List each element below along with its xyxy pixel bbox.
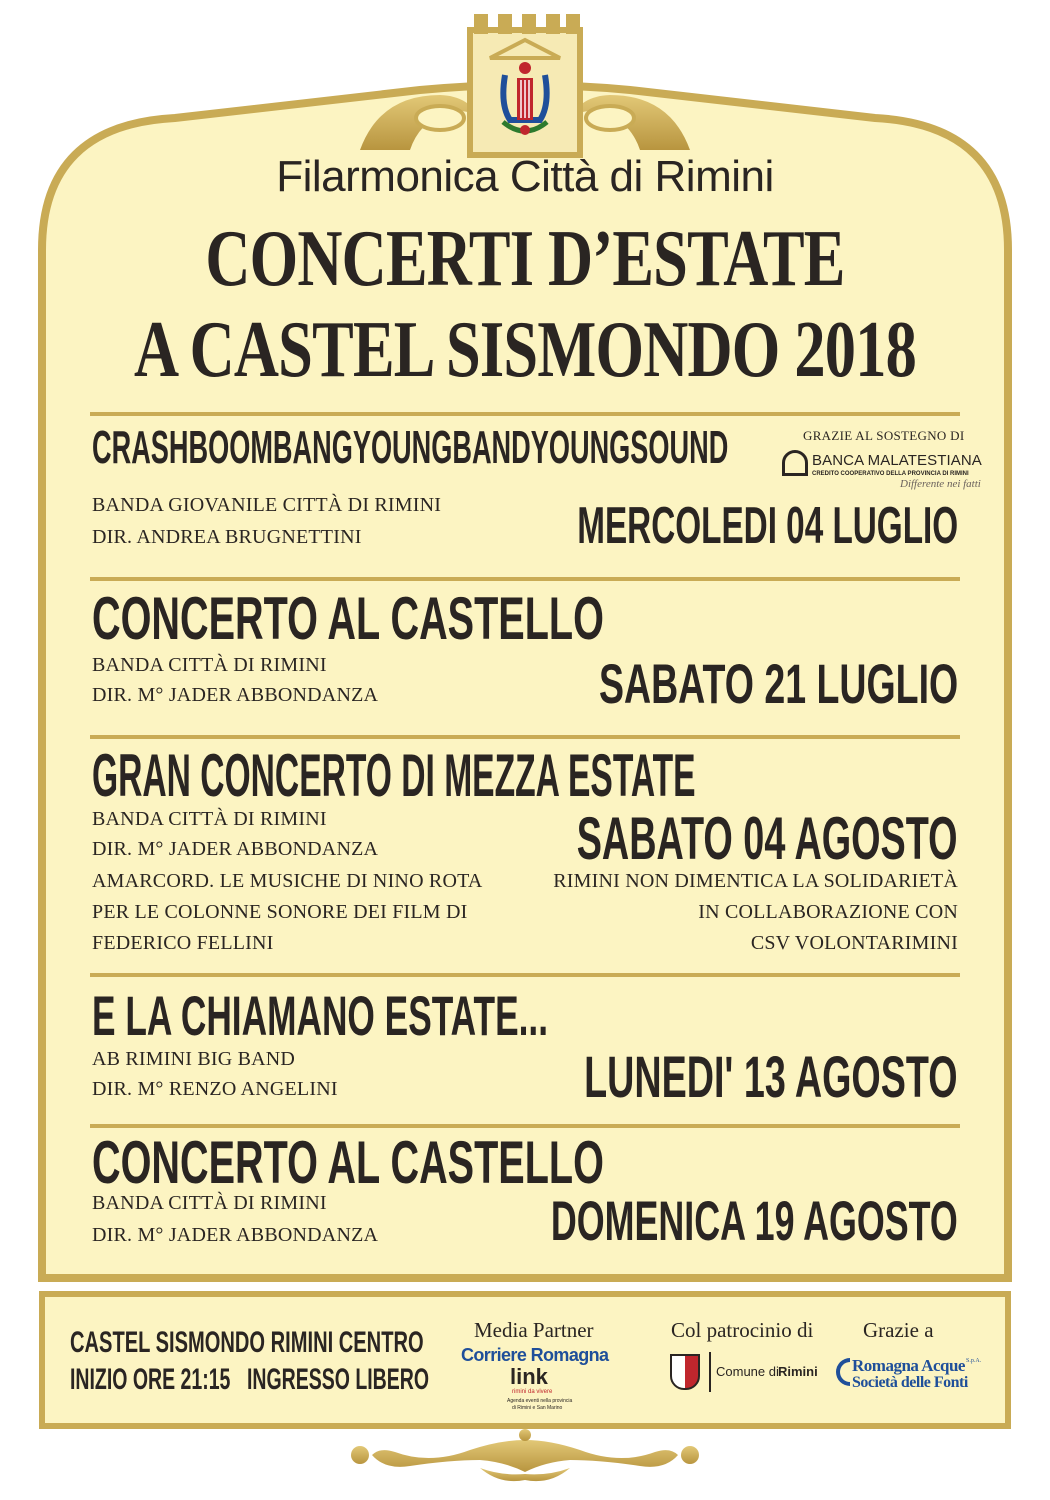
comune-divider [709, 1352, 711, 1392]
event-1-date: MERCOLEDI 04 LUGLIO [577, 497, 958, 555]
title-line-1: CONCERTI D’ESTATE [205, 215, 845, 303]
title-line-2: A CASTEL SISMONDO 2018 [133, 306, 917, 394]
thanks-label: Grazie a [863, 1318, 934, 1342]
event-3-line-1: BANDA CITTÀ DI RIMINI [92, 808, 327, 830]
patronage-label: Col patrocinio di [671, 1318, 814, 1342]
event-5-title: CONCERTO AL CASTELLO [92, 1129, 604, 1196]
sponsor-name: BANCA MALATESTIANA [812, 452, 982, 469]
event-3-right-line-3: CSV VOLONTARIMINI [750, 932, 958, 954]
comune-city: Rimini [778, 1364, 818, 1379]
event-1-line-2: DIR. ANDREA BRUGNETTINI [92, 526, 362, 548]
divider [90, 577, 960, 581]
corriere-romagna-logo: Corriere Romagna [461, 1345, 609, 1365]
event-2-date: SABATO 21 LUGLIO [598, 652, 958, 715]
footer-venue: CASTEL SISMONDO RIMINI CENTRO [70, 1326, 424, 1359]
divider [90, 973, 960, 977]
romagna-acque-subtitle: Società delle Fonti [852, 1374, 968, 1391]
event-4-line-1: AB RIMINI BIG BAND [92, 1048, 296, 1070]
event-5-line-1: BANDA CITTÀ DI RIMINI [92, 1192, 327, 1214]
comune-prefix: Comune di [716, 1364, 779, 1379]
event-4-title: E LA CHIAMANO ESTATE... [92, 984, 549, 1047]
link-description-2: di Rimini e San Marino [512, 1405, 563, 1411]
bottom-ornament [351, 1429, 699, 1481]
footer-start-time: INIZIO ORE 21:15 [70, 1363, 231, 1396]
media-partner-label: Media Partner [474, 1318, 594, 1342]
event-3-line-5: FEDERICO FELLINI [92, 932, 274, 954]
comune-crest-icon [670, 1354, 700, 1390]
event-2-line-2: DIR. M° JADER ABBONDANZA [92, 684, 379, 706]
event-5-line-2: DIR. M° JADER ABBONDANZA [92, 1224, 379, 1246]
event-1-title: CRASHBOOMBANGYOUNGBANDYOUNGSOUND [92, 421, 729, 473]
romagna-acque-suffix: S.p.A. [966, 1358, 982, 1364]
sponsor-caption: GRAZIE AL SOSTEGNO DI [803, 428, 965, 443]
divider [90, 412, 960, 416]
event-3-date: SABATO 04 AGOSTO [577, 805, 958, 872]
event-2-title: CONCERTO AL CASTELLO [92, 585, 604, 652]
event-5-date: DOMENICA 19 AGOSTO [551, 1189, 958, 1252]
event-3-right-line-1: RIMINI NON DIMENTICA LA SOLIDARIETÀ [553, 870, 958, 892]
org-name: Filarmonica Città di Rimini [276, 152, 774, 201]
event-3-title: GRAN CONCERTO DI MEZZA ESTATE [92, 742, 696, 809]
sponsor-tagline: Differente nei fatti [900, 478, 981, 490]
link-subtitle: rimini da vivere [512, 1389, 553, 1395]
event-3-line-2: DIR. M° JADER ABBONDANZA [92, 838, 379, 860]
event-2-line-1: BANDA CITTÀ DI RIMINI [92, 654, 327, 676]
event-4-line-2: DIR. M° RENZO ANGELINI [92, 1078, 338, 1100]
event-3-line-4: PER LE COLONNE SONORE DEI FILM DI [92, 901, 468, 923]
event-3-right-line-2: IN COLLABORAZIONE CON [698, 901, 958, 923]
sponsor-subtitle: CREDITO COOPERATIVO DELLA PROVINCIA DI RIMINI [812, 471, 969, 477]
divider [90, 735, 960, 739]
event-1-line-1: BANDA GIOVANILE CITTÀ DI RIMINI [92, 494, 442, 516]
event-3-line-3: AMARCORD. LE MUSICHE DI NINO ROTA [92, 870, 483, 892]
link-logo: link [510, 1364, 548, 1389]
footer-entry: INGRESSO LIBERO [247, 1363, 430, 1396]
link-description-1: Agenda eventi nella provincia [507, 1398, 573, 1404]
romagna-acque-name: Romagna Acque [852, 1356, 965, 1375]
event-4-date: LUNEDI' 13 AGOSTO [584, 1045, 958, 1110]
sponsor-logo-icon [782, 450, 808, 476]
